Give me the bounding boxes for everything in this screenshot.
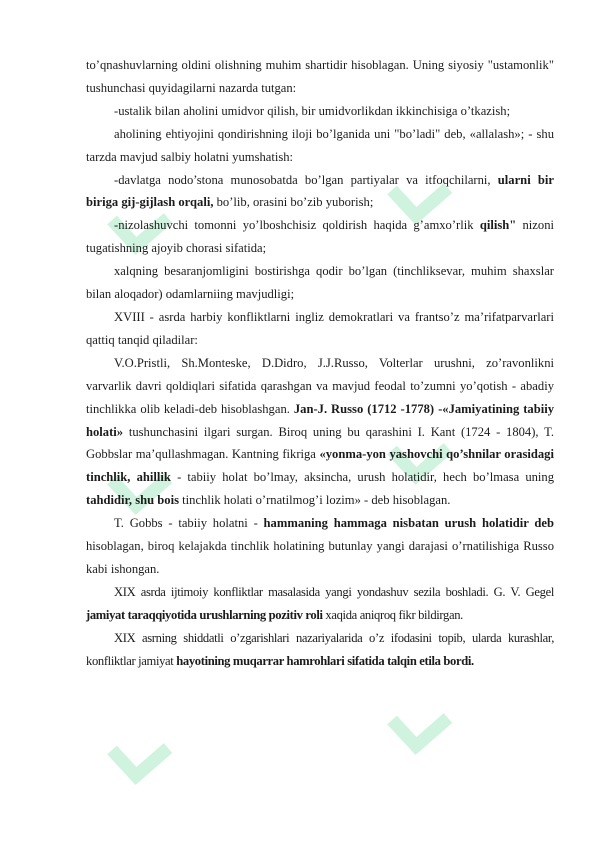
paragraph xyxy=(86,306,554,352)
bold-text: tahdidir, shu bois xyxy=(86,493,179,508)
text-run: to’qnashuvlarning oldini olishning muhim shartidir hisoblagan. Uning siyosiy "ustamonlik" tushunchasi quyidagilarni nazarda tutgan: xyxy=(86,58,554,95)
bold-text: ularni bir biriga gij-gijlash orqali, xyxy=(86,172,554,210)
text-run: -nizolashuvchi tomonni yo’lboshchisiz qoldirish haqida g’amxo’rlik xyxy=(114,218,480,233)
paragraph xyxy=(86,352,554,512)
paragraph xyxy=(86,627,554,673)
paragraph xyxy=(86,54,554,100)
bold-text: «yonma-yon yashovchi qo’shnilar orasidagi tinchlik, ahillik xyxy=(86,447,554,485)
text-run: tinchlik holati o’rnatilmog’i lozim» - deb hisoblagan. xyxy=(179,493,451,508)
bold-text: jamiyat taraqqiyotida urushlarning pozitiv roli xyxy=(86,607,323,622)
text-run: tushunchasini ilgari surgan. Biroq uning bu qarashini I. Kant (1724 - 1804), T. Gobbslar ma’qullashmagan. Kantning fikriga xyxy=(86,424,554,462)
text-run: aholining ehtiyojini qondirishning iloji bo’lganida uni "bo’ladi" deb, «allalash»; - shu tarzda mavjud salbiy holatni yumshatish: xyxy=(86,126,554,164)
text-run: -ustalik bilan aholini umidvor qilish, bir umidvorlikdan ikkinchisiga o’tkazish; xyxy=(114,103,511,118)
text-run: T. Gobbs - tabiiy holatni - xyxy=(114,516,264,531)
text-run: xaqida aniqroq fikr bildirgan. xyxy=(322,607,463,622)
text-run: V.O.Pristli, Sh.Monteske, D.Didro, J.J.Russo, Volterlar urushni, zo’ravonlikni varvarlik davri qoldiqlari sifatida qarashgan va mavjud feodal to’zumni yo’qotish - abadiy tinchlikka olib keladi-deb hisoblashgan. xyxy=(86,355,554,416)
paragraph xyxy=(86,512,554,581)
bold-text: hammaning hammaga nisbatan urush holatidir deb xyxy=(263,516,554,531)
bold-text: hayotining muqarrar hamrohlari sifatida talqin etila bordi. xyxy=(176,653,474,668)
text-run: - tabiiy holat bo’lmay, aksincha, urush holatidir, hech bo’lmasa uning xyxy=(170,470,555,485)
text-run: hisoblagan, biroq kelajakda tinchlik holatining butunlay yangi darajasi o’rnatilishiga Russo kabi ishongan. xyxy=(86,539,554,576)
text-run: XIX asrda ijtimoiy konfliktlar masalasida yangi yondashuv sezila boshladi. G. V. Gegel xyxy=(114,584,554,599)
paragraph xyxy=(86,260,554,306)
paragraph xyxy=(86,581,554,627)
bold-text: qilish" xyxy=(479,218,517,233)
paragraph xyxy=(86,123,554,169)
body-text xyxy=(86,54,554,672)
paragraph xyxy=(86,169,554,215)
paragraph xyxy=(86,100,554,123)
text-run: -davlatga nodo’stona munosobatda bo’lgan partiyalar va itfoqchilarni, xyxy=(114,172,498,187)
paragraph xyxy=(86,214,554,260)
text-run: XVIII - asrda harbiy konfliktlarni ingliz demokratlari va frantso’z ma’rifatparvarlari qattiq tanqid qiladilar: xyxy=(86,309,554,347)
bold-text: Jan-J. Russo (1712 -1778) -«Jamiyatining tabiiy holati» xyxy=(86,401,555,439)
text-run: XIX asrning shiddatli o’zgarishlari nazariyalarida o’z ifodasini topib, ularda kurashlar, konfliktlar jamiyat xyxy=(86,630,554,668)
text-run: bo’lib, orasini bo’zib yuborish; xyxy=(213,195,374,210)
text-run: xalqning besaranjomligini bostirishga qodir bo’lgan (tinchliksevar, muhim shaxslar bilan aloqador) odamlarniing mavjudligi; xyxy=(86,264,554,302)
text-run: nizoni tugatishning ajoyib chorasi sifatida; xyxy=(86,218,554,256)
